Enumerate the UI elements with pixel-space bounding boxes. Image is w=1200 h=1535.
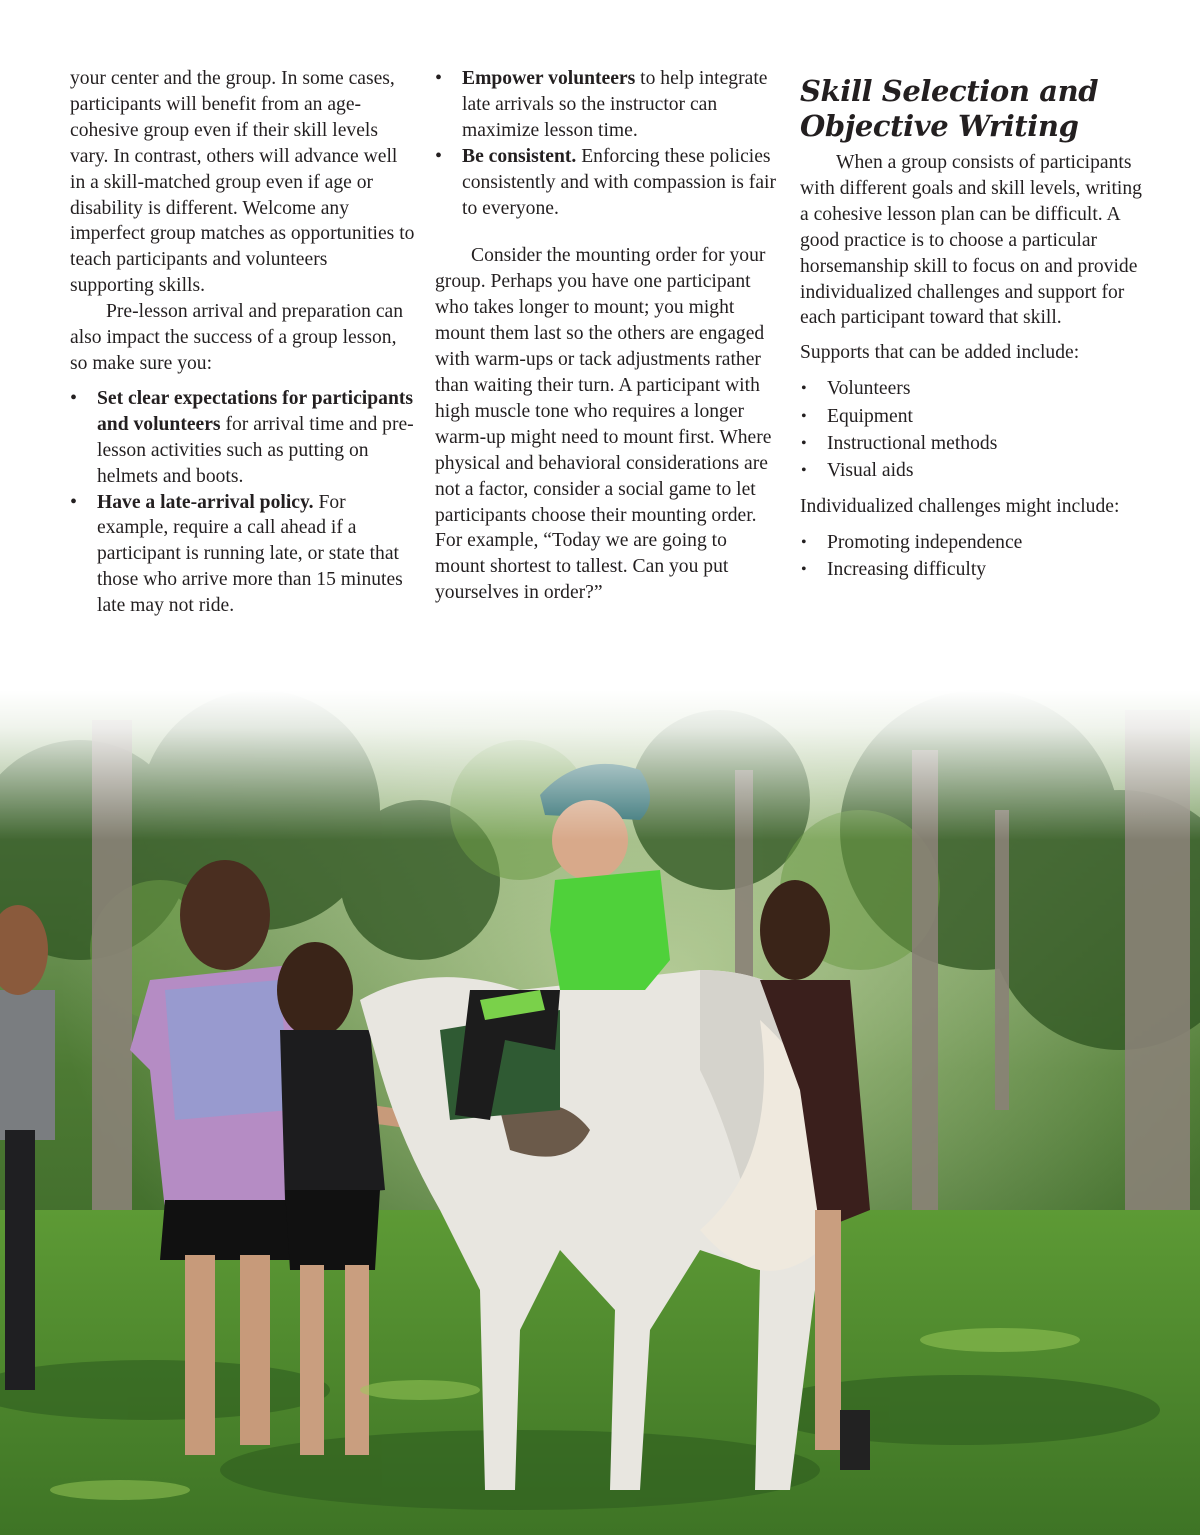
bullet-list [70,386,415,619]
bold-lead: Empower volunteers [462,68,636,89]
bold-lead: Have a late-arrival policy. [97,491,314,513]
text-column-1 [70,66,415,619]
list-item: • Increasing difficulty [800,556,1145,583]
paragraph: your center and the group. In some cases, participants will benefit from an age-cohesive group even if their skill levels vary. In contrast, others will advance well in a skill-matched group even if age or disability is different. Welcome any imperfect group matches as opportunities to teach participants and volunteers supporting skills. [70,68,415,297]
paragraph: Individualized challenges might include: [800,495,1120,517]
paragraph: Consider the mounting order for your group. Perhaps you have one participant who takes longer to mount; you might mount them last so the others are engaged with warm-ups or tack adjustments rather than waiting their turn. A participant with high muscle tone who requires a longer warm-up might need to mount first. Where physical and behavioral considerations are not a factor, consider a social game to let participants choose their mounting order. For example, “Today we are going to mount shortest to tallest. Can you put yourselves in order?” [435,245,772,604]
list-item: • Instructional methods [800,430,1145,457]
supports-list [800,375,1145,485]
paragraph: When a group consists of participants with different goals and skill levels, writing a cohesive lesson plan can be difficult. A good practice is to choose a particular horsemanship skill to focus on and provide individualized challenges and support for each participant toward that skill. [800,152,1142,329]
list-item-text: For example, require a call ahead if a participant is running late, or state that those who arrive more than 15 minutes late may not ride. [97,491,403,617]
list-item-text: Enforcing these policies consistently and with compassion is fair to everyone. [462,145,776,219]
list-item: • Volunteers [800,375,1145,402]
list-item-text: to help integrate late arrivals so the instructor can maximize lesson time. [462,68,768,141]
text-column-3 [800,66,1145,584]
bullet-list [435,66,780,221]
list-item: • Promoting independence [800,529,1145,556]
text-column-2 [435,66,780,606]
paragraph: Supports that can be added include: [800,342,1080,364]
list-item: • Equipment [800,403,1145,430]
horse-riding-photo [0,690,1200,1535]
list-item: • Visual aids [800,457,1145,484]
list-item [435,144,780,222]
challenges-list [800,529,1145,584]
photo-illustration [0,690,1200,1535]
list-item [435,66,780,144]
bold-lead: Be consistent. [462,145,577,167]
list-item-text: for arrival time and pre-lesson activities such as putting on helmets and boots. [97,413,414,487]
bold-lead: Set clear expectations for participants and volunteers [97,387,413,435]
list-item [70,386,415,490]
list-item [70,490,415,620]
section-heading: Skill Selection and Objective Writing [800,74,1099,143]
paragraph: Pre-lesson arrival and preparation can also impact the success of a group lesson, so make sure you: [70,301,404,374]
